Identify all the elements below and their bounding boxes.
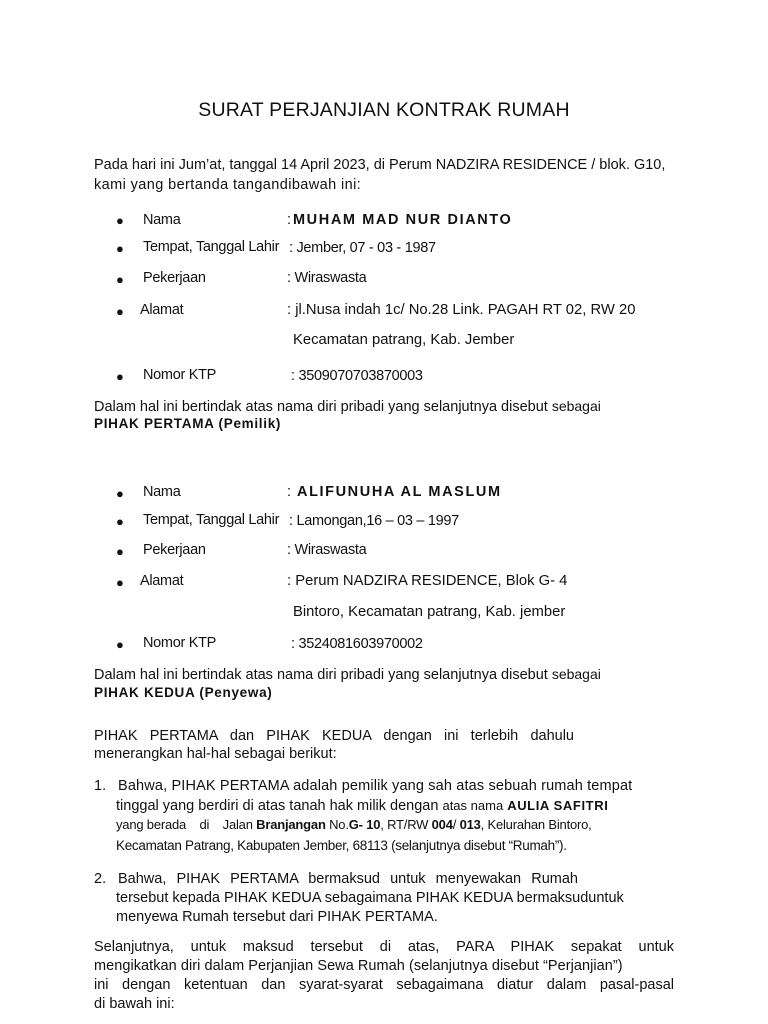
text-segment: / (452, 817, 457, 832)
bullet-icon: ● (116, 637, 124, 652)
nama-label: Nama (143, 212, 181, 228)
text-segment: di (199, 817, 210, 832)
bullet-icon: ● (116, 304, 124, 319)
party-2-role-line-1 (94, 665, 601, 685)
text-segment: Kecamatan Patrang, (116, 838, 234, 853)
nama-colon: : (287, 212, 291, 228)
para-2-line-4: di bawah ini: (94, 996, 175, 1012)
party-1-role-title: PIHAK PERTAMA (Pemilik) (94, 416, 282, 431)
party-1-role-line-1 (94, 397, 601, 417)
item-number: 1. (94, 778, 107, 794)
item-1-line-3 (116, 817, 592, 832)
para-2-line-2: mengikatkan diri dalam Perjanjian Sewa Rumah (selanjutnya disebut “Perjanjian”) (94, 958, 623, 974)
para-2-line-1: Selanjutnya, untuk maksud tersebut di atas, PARA PIHAK sepakat untuk (94, 939, 674, 955)
intro-line-1: Pada hari ini Jum’at, tanggal 14 April 2023, di Perum NADZIRA RESIDENCE / blok. G10, (94, 157, 666, 173)
text-segment: , Kelurahan Bintoro, (480, 817, 592, 832)
role-text: Dalam hal ini bertindak atas nama diri pribadi yang selanjutnya disebut (94, 667, 548, 683)
pekerjaan-label: Pekerjaan (143, 542, 206, 558)
rt-number: 004 (431, 817, 453, 832)
role-text: Dalam hal ini bertindak atas nama diri pribadi yang selanjutnya disebut (94, 399, 548, 415)
pekerjaan-value: : Wiraswasta (287, 270, 367, 286)
alamat-line-1: : jl.Nusa indah 1c/ No.28 Link. PAGAH RT 02, RW 20 (287, 302, 636, 318)
text-segment: tinggal yang berdiri di atas tanah hak milik dengan (116, 798, 439, 814)
nama-label: Nama (143, 484, 181, 500)
bullet-icon: ● (116, 486, 124, 501)
text-segment: , RT/RW (380, 817, 429, 832)
item-2-line-2: tersebut kepada PIHAK KEDUA sebagaimana PIHAK KEDUA bermaksuduntuk (116, 890, 624, 906)
text-segment: Jalan (222, 817, 253, 832)
nama-value: ALIFUNUHA AL MASLUM (297, 484, 502, 500)
ktp-value: : 3509070703870003 (291, 368, 423, 384)
bullet-icon: ● (116, 575, 124, 590)
text-segment: “Rumah”). (508, 838, 567, 853)
bullet-icon: ● (116, 544, 124, 559)
text-segment: No. (329, 817, 349, 832)
ttl-label: Tempat, Tanggal Lahir (143, 512, 280, 528)
para-2-line-3: ini dengan ketentuan dan syarat-syarat sebagaimana diatur dalam pasal-pasal (94, 977, 674, 993)
text-segment: Kabupaten Jember, (237, 838, 350, 853)
ttl-label: Tempat, Tanggal Lahir (143, 239, 280, 255)
ktp-label: Nomor KTP (143, 367, 217, 383)
item-1-line-1: Bahwa, PIHAK PERTAMA adalah pemilik yang sah atas sebuah rumah tempat (118, 778, 633, 794)
intro-line-2: kami yang bertanda tangandibawah ini: (94, 177, 362, 193)
item-2-line-1: Bahwa, PIHAK PERTAMA bermaksud untuk menyewakan Rumah (118, 871, 578, 887)
text-segment: yang berada (116, 817, 187, 832)
nama-value: MUHAM MAD NUR DIANTO (293, 212, 513, 228)
alamat-label: Alamat (140, 302, 184, 318)
party-2-role-title: PIHAK KEDUA (Penyewa) (94, 685, 273, 700)
ttl-value: : Jember, 07 - 03 - 1987 (289, 240, 436, 256)
ktp-value: : 3524081603970002 (291, 636, 423, 652)
nama-colon: : (287, 484, 291, 500)
item-1-line-4 (116, 838, 567, 853)
item-number: 2. (94, 871, 107, 887)
item-2-line-3: menyewa Rumah tersebut dari PIHAK PERTAMA. (116, 909, 438, 925)
house-number: G- 10 (348, 817, 381, 832)
street-name: Branjangan (256, 817, 326, 832)
pekerjaan-label: Pekerjaan (143, 270, 206, 286)
role-sebagai: sebagai (551, 666, 601, 682)
para-1-line-2: menerangkan hal-hal sebagai berikut: (94, 746, 337, 762)
text-segment: 68113 (selanjutnya disebut (352, 838, 506, 853)
text-segment: atas nama (442, 798, 504, 813)
alamat-line-2: Kecamatan patrang, Kab. Jember (293, 332, 515, 348)
role-sebagai: sebagai (551, 398, 601, 414)
rw-number: 013 (459, 817, 481, 832)
bullet-icon: ● (116, 514, 124, 529)
item-1-line-2 (116, 796, 608, 816)
bullet-icon: ● (116, 241, 124, 256)
document-title: SURAT PERJANJIAN KONTRAK RUMAH (198, 99, 570, 121)
para-1-line-1: PIHAK PERTAMA dan PIHAK KEDUA dengan ini terlebih dahulu (94, 728, 574, 744)
ktp-label: Nomor KTP (143, 635, 217, 651)
bullet-icon: ● (116, 213, 124, 228)
bullet-icon: ● (116, 272, 124, 287)
ttl-value: : Lamongan,16 – 03 – 1997 (289, 513, 459, 529)
pekerjaan-value: : Wiraswasta (287, 542, 367, 558)
alamat-label: Alamat (140, 573, 184, 589)
alamat-line-2: Bintoro, Kecamatan patrang, Kab. jember (293, 604, 566, 620)
bullet-icon: ● (116, 369, 124, 384)
owner-name: AULIA SAFITRI (507, 798, 609, 813)
alamat-line-1: : Perum NADZIRA RESIDENCE, Blok G- 4 (287, 573, 568, 589)
